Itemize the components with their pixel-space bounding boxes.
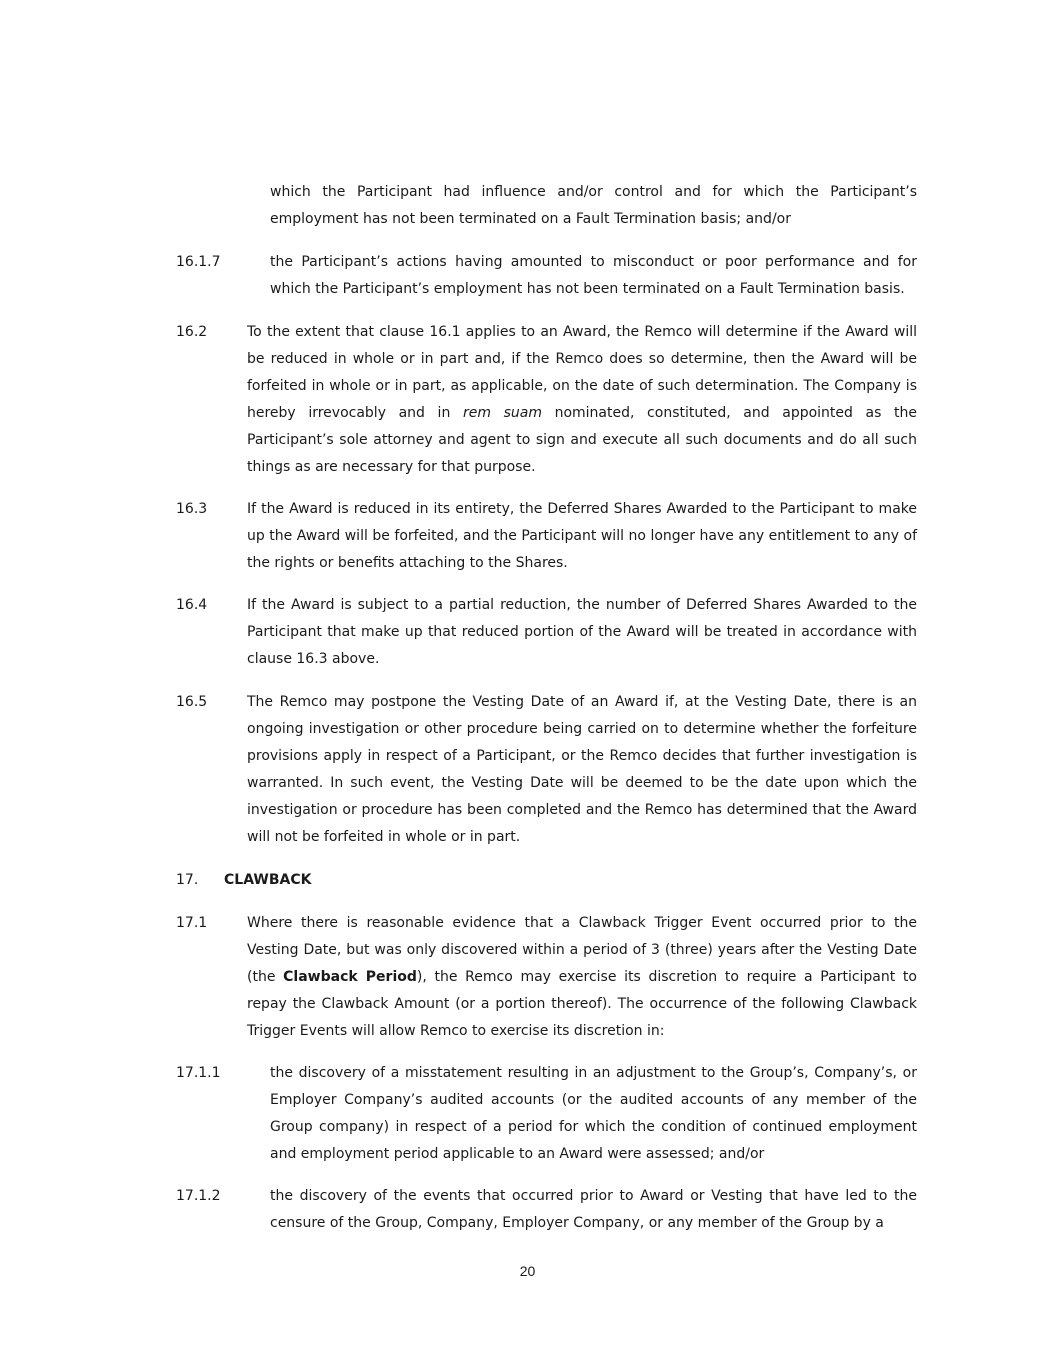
clause-number: 16.2	[176, 324, 208, 340]
clause-number: 17.1	[176, 915, 208, 931]
clause-number: 16.1.7	[176, 254, 221, 270]
clause-text-part: Where there is reasonable evidence that a Clawback Trigger Event occurred prior to the Vesting Date, but was only discovered within a period of 3 (three) years after the Vesting Date (the	[247, 915, 917, 985]
paragraph-continuation	[176, 179, 917, 233]
clause-text	[247, 910, 917, 1045]
paragraph-text: which the Participant had influence and/or control and for which the Participant’s employment has not been terminated on a Fault Termination basis; and/or	[270, 184, 917, 227]
clause-text-part: ), the Remco may exercise its discretion to require a Participant to repay the Clawback Amount (or a portion thereof). The occurrence of the following Clawback Trigger Events will allow Remco to exercise its discretion in:	[247, 969, 917, 1039]
clause-number: 16.4	[176, 597, 208, 613]
clause-16-5	[176, 689, 917, 851]
clause-text: If the Award is subject to a partial reduction, the number of Deferred Shares Awarded to the Participant that make up that reduced portion of the Award will be treated in accordance with clause 16.3 above.	[247, 597, 917, 667]
clause-text: the Participant’s actions having amounted to misconduct or poor performance and for which the Participant’s employment has not been terminated on a Fault Termination basis.	[270, 254, 917, 297]
clause-text: The Remco may postpone the Vesting Date of an Award if, at the Vesting Date, there is an ongoing investigation or other procedure being carried on to determine whether the forfeiture provisions apply in respect of a Participant, or the Remco decides that further investigation is warranted. In such event, the Vesting Date will be deemed to be the date upon which the investigation or procedure has been completed and the Remco has determined that the Award will not be forfeited in whole or in part.	[247, 694, 917, 845]
clause-number: 16.3	[176, 501, 208, 517]
section-heading	[176, 867, 311, 894]
clause-number: 17.1.2	[176, 1188, 221, 1204]
clause-17-1-1	[176, 1060, 917, 1168]
clause-16-4	[176, 592, 917, 673]
page-number: 20	[519, 1263, 536, 1279]
clause-17-1-2	[176, 1183, 917, 1237]
section-number: 17.	[176, 872, 199, 888]
clause-number: 16.5	[176, 694, 208, 710]
clause-text: the discovery of the events that occurred prior to Award or Vesting that have led to the censure of the Group, Company, Employer Company, or any member of the Group by a	[270, 1188, 917, 1231]
clause-number: 17.1.1	[176, 1065, 221, 1081]
clause-text-part: nominated, constituted, and appointed as the Participant’s sole attorney and agent to sign and execute all such documents and do all such things as are necessary for that purpose.	[247, 405, 918, 475]
clause-17-1	[176, 910, 917, 1045]
clause-text: If the Award is reduced in its entirety, the Deferred Shares Awarded to the Participant to make up the Award will be forfeited, and the Participant will no longer have any entitlement to any of the rights or benefits attaching to the Shares.	[247, 501, 917, 571]
clause-16-3	[176, 496, 917, 577]
clause-text-part: To the extent that clause 16.1 applies to an Award, the Remco will determine if the Award will be reduced in whole or in part and, if the Remco does so determine, then the Award will be forfeited in whole or in part, as applicable, on the date of such determination. The Company is hereby irrevocably and in	[247, 324, 917, 421]
clause-text: the discovery of a misstatement resulting in an adjustment to the Group’s, Company’s, or Employer Company’s audited accounts (or the audited accounts of any member of the Group company) in respect of a period for which the condition of continued employment and employment period applicable to an Award were assessed; and/or	[270, 1065, 917, 1162]
clause-16-2	[176, 319, 917, 481]
section-title: CLAWBACK	[224, 872, 312, 888]
clause-16-1-7	[176, 249, 917, 303]
clause-text	[247, 319, 917, 481]
defined-term: Clawback Period	[283, 969, 417, 985]
italic-term: rem suam	[462, 405, 542, 421]
